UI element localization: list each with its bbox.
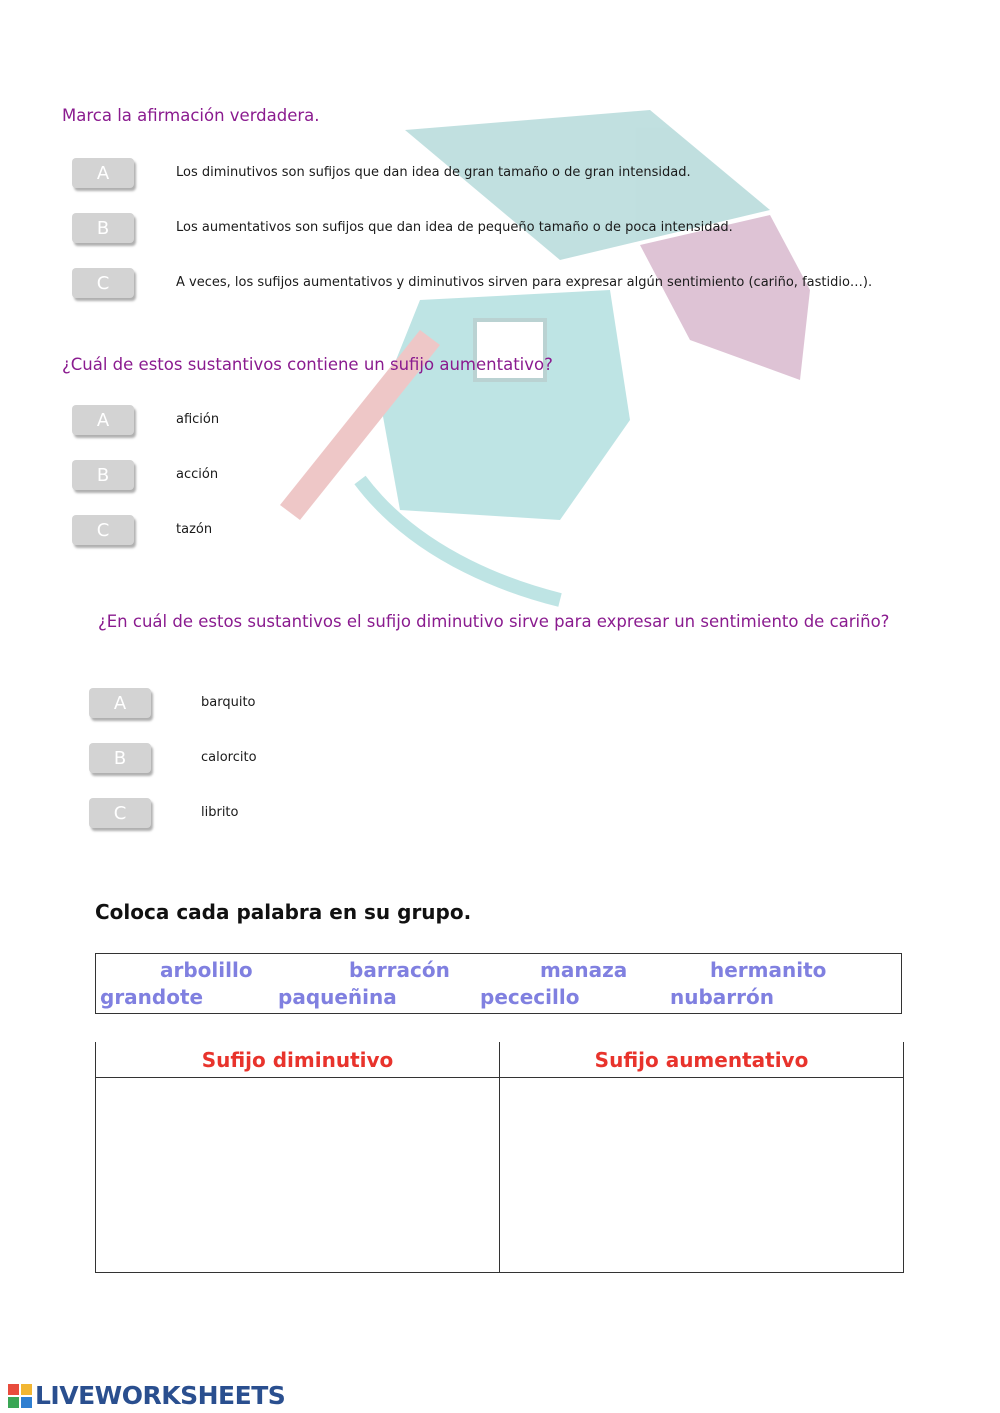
- option-b-text: Los aumentativos son sufijos que dan idea de pequeño tamaño o de poca intensidad.: [176, 220, 733, 235]
- option-a-button[interactable]: A: [89, 688, 151, 718]
- draggable-word[interactable]: nubarrón: [670, 985, 774, 1009]
- drop-zone-aumentativo[interactable]: [500, 1079, 903, 1271]
- brand-footer: [8, 1381, 285, 1410]
- draggable-word[interactable]: pececillo: [480, 985, 580, 1009]
- group-header-aumentativo: Sufijo aumentativo: [500, 1042, 903, 1078]
- brand-name: LIVEWORKSHEETS: [35, 1381, 286, 1410]
- option-a-text: Los diminutivos son sufijos que dan idea de gran tamaño o de gran intensidad.: [176, 165, 691, 180]
- group-header-diminutivo: Sufijo diminutivo: [96, 1042, 499, 1078]
- sorting-title: Coloca cada palabra en su grupo.: [95, 900, 472, 924]
- option-c-button[interactable]: C: [72, 268, 134, 298]
- draggable-word[interactable]: barracón: [349, 958, 450, 982]
- option-a-button[interactable]: A: [72, 405, 134, 435]
- question-1-title: Marca la afirmación verdadera.: [62, 106, 320, 125]
- background-illustration: [0, 0, 1000, 620]
- draggable-word[interactable]: paqueñina: [278, 985, 397, 1009]
- option-c-button[interactable]: C: [72, 515, 134, 545]
- groups-table: [95, 1042, 904, 1273]
- draggable-word[interactable]: grandote: [100, 985, 204, 1009]
- word-bank: [95, 953, 902, 1014]
- option-c-text: tazón: [176, 522, 213, 537]
- option-b-button[interactable]: B: [72, 213, 134, 243]
- option-a-text: barquito: [201, 695, 256, 710]
- draggable-word[interactable]: arbolillo: [160, 958, 253, 982]
- draggable-word[interactable]: hermanito: [710, 958, 827, 982]
- liveworksheets-logo-icon: [8, 1384, 32, 1408]
- option-c-button[interactable]: C: [89, 798, 151, 828]
- option-b-button[interactable]: B: [89, 743, 151, 773]
- option-c-text: A veces, los sufijos aumentativos y diminutivos sirven para expresar algún sentimiento (cariño, fastidio…).: [176, 275, 873, 290]
- option-b-button[interactable]: B: [72, 460, 134, 490]
- option-a-text: afición: [176, 412, 220, 427]
- option-b-text: acción: [176, 467, 219, 482]
- question-3-title: ¿En cuál de estos sustantivos el sufijo diminutivo sirve para expresar un sentimiento de cariño?: [98, 612, 890, 631]
- question-2-title: ¿Cuál de estos sustantivos contiene un sufijo aumentativo?: [62, 355, 553, 374]
- option-a-button[interactable]: A: [72, 158, 134, 188]
- drop-zone-diminutivo[interactable]: [96, 1079, 499, 1271]
- draggable-word[interactable]: manaza: [540, 958, 628, 982]
- option-b-text: calorcito: [201, 750, 257, 765]
- option-c-text: librito: [201, 805, 239, 820]
